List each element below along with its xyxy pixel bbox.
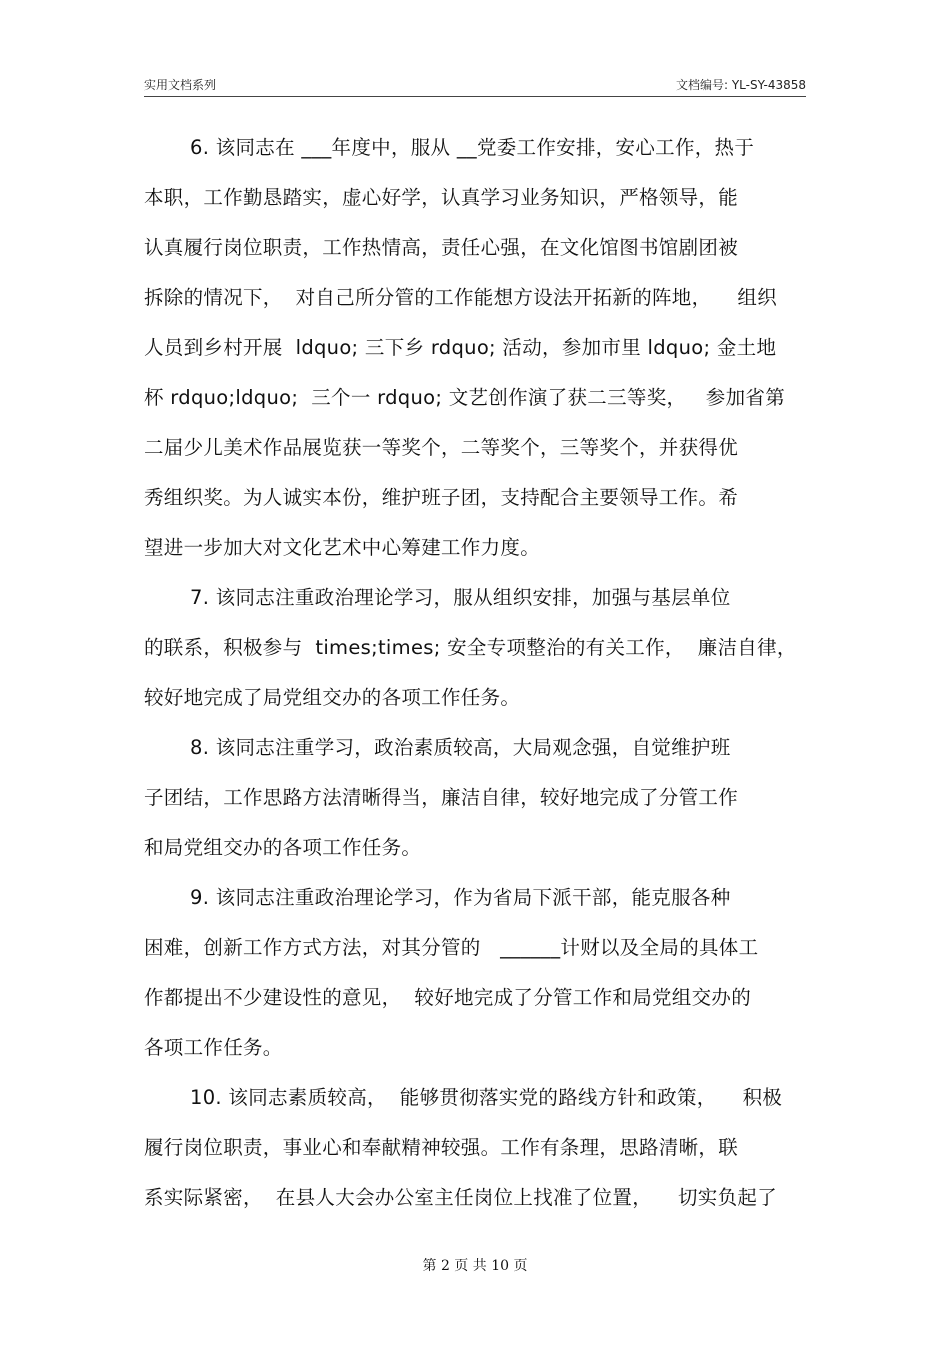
doc-no-label: 文档编号: (675, 78, 728, 92)
body-line: 认真履行岗位职责，工作热情高，责任心强，在文化馆图书馆剧团被 (144, 236, 739, 259)
body-line: 望进一步加大对文化艺术中心筹建工作力度。 (144, 536, 541, 559)
body-line: 各项工作任务。 (144, 1036, 283, 1059)
body-line: 6. 该同志在 ___年度中，服从 __党委工作安排，安心工作，热于 (190, 136, 755, 159)
series-title: 实用文档系列 (144, 78, 217, 92)
body-line: 系实际紧密， 在县人大会办公室主任岗位上找准了位置， 切实负起了 (144, 1186, 777, 1209)
body-line: 子团结，工作思路方法清晰得当，廉洁自律，较好地完成了分管工作 (144, 786, 739, 809)
body-line: 10. 该同志素质较高， 能够贯彻落实党的路线方针和政策， 积极 (190, 1086, 783, 1109)
body-line: 困难，创新工作方式方法，对其分管的 ______计财以及全局的具体工 (144, 936, 759, 959)
body-line: 秀组织奖。为人诚实本份，维护班子团，支持配合主要领导工作。希 (144, 486, 739, 509)
body-line: 人员到乡村开展 ldquo; 三下乡 rdquo; 活动，参加市里 ldquo; 金土地 (144, 336, 777, 359)
body-line: 履行岗位职责，事业心和奉献精神较强。工作有条理，思路清晰，联 (144, 1136, 739, 1159)
page-number: 第 2 页 共 10 页 (422, 1258, 528, 1274)
body-line: 较好地完成了局党组交办的各项工作任务。 (144, 686, 521, 709)
body-line: 二届少儿美术作品展览获一等奖个，二等奖个，三等奖个，并获得优 (144, 436, 739, 459)
body-line: 和局党组交办的各项工作任务。 (144, 836, 422, 859)
page-header (144, 74, 806, 97)
body-line: 本职，工作勤恳踏实，虚心好学，认真学习业务知识，严格领导，能 (144, 186, 739, 209)
body-line: 的联系，积极参与 times;times; 安全专项整治的有关工作， 廉洁自律， (144, 636, 797, 659)
doc-no-value: YL-SY-43858 (731, 78, 806, 92)
document-number (676, 76, 806, 93)
body-line: 8. 该同志注重学习，政治素质较高，大局观念强，自觉维护班 (190, 736, 731, 759)
body-line: 7. 该同志注重政治理论学习，服从组织安排，加强与基层单位 (190, 586, 731, 609)
body-line: 9. 该同志注重政治理论学习，作为省局下派干部，能克服各种 (190, 886, 731, 909)
body-line: 作都提出不少建设性的意见， 较好地完成了分管工作和局党组交办的 (144, 986, 751, 1009)
body-line: 杯 rdquo;ldquo; 三个一 rdquo; 文艺创作演了获二三等奖， 参加省第 (144, 386, 785, 409)
body-line: 拆除的情况下， 对自己所分管的工作能想方设法开拓新的阵地， 组织 (144, 286, 777, 309)
